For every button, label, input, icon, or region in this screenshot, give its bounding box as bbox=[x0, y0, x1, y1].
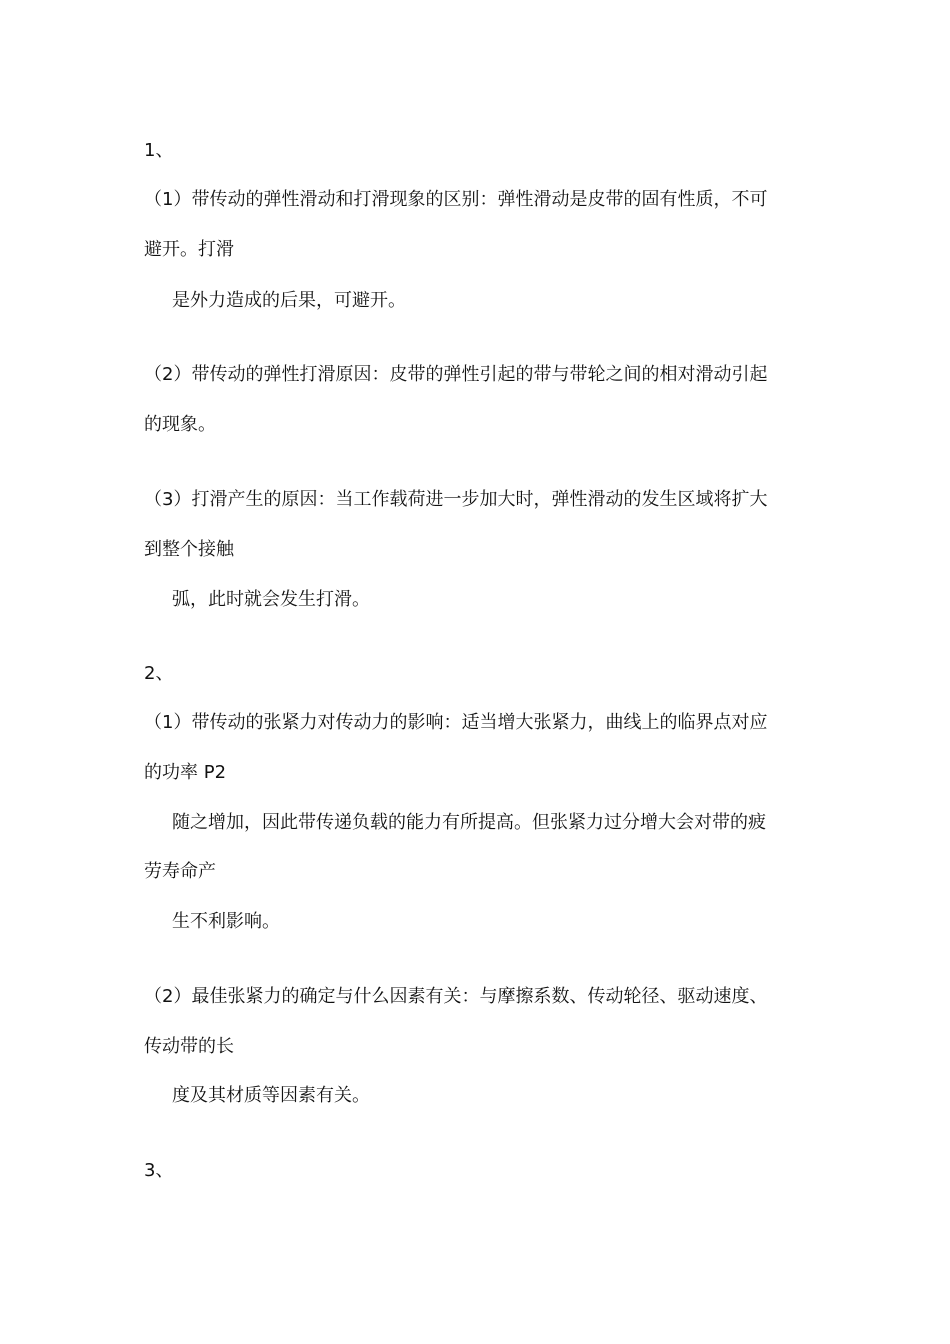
item-1-3-line-1: （3）打滑产生的原因：当工作载荷进一步加大时，弹性滑动的发生区域将扩大 bbox=[144, 489, 768, 510]
item-1-2-line-2: 的现象。 bbox=[144, 414, 216, 435]
item-1-2-line-1: （2）带传动的弹性打滑原因：皮带的弹性引起的带与带轮之间的相对滑动引起 bbox=[144, 364, 768, 385]
item-2-1-line-4: 劳寿命产 bbox=[144, 861, 216, 882]
item-2-1-line-2: 的功率 P2 bbox=[144, 762, 227, 783]
item-2-1-line-5: 生不利影响。 bbox=[172, 911, 280, 932]
item-2-2-line-1: （2）最佳张紧力的确定与什么因素有关：与摩擦系数、传动轮径、驱动速度、 bbox=[144, 986, 768, 1007]
section-heading-1: 1、 bbox=[144, 140, 174, 161]
item-2-1-line-3: 随之增加，因此带传递负载的能力有所提高。但张紧力过分增大会对带的疲 bbox=[172, 812, 766, 833]
item-1-3-line-3: 弧，此时就会发生打滑。 bbox=[172, 589, 370, 610]
item-1-1-line-1: （1）带传动的弹性滑动和打滑现象的区别：弹性滑动是皮带的固有性质，不可 bbox=[144, 189, 768, 210]
item-1-1-line-2: 避开。打滑 bbox=[144, 239, 234, 260]
item-2-2-line-3: 度及其材质等因素有关。 bbox=[172, 1085, 370, 1106]
section-heading-3: 3、 bbox=[144, 1160, 174, 1181]
item-2-2-line-2: 传动带的长 bbox=[144, 1036, 234, 1057]
section-heading-2: 2、 bbox=[144, 663, 174, 684]
item-2-1-line-1: （1）带传动的张紧力对传动力的影响：适当增大张紧力，曲线上的临界点对应 bbox=[144, 712, 768, 733]
item-1-1-line-3: 是外力造成的后果，可避开。 bbox=[172, 290, 406, 311]
item-1-3-line-2: 到整个接触 bbox=[144, 539, 234, 560]
